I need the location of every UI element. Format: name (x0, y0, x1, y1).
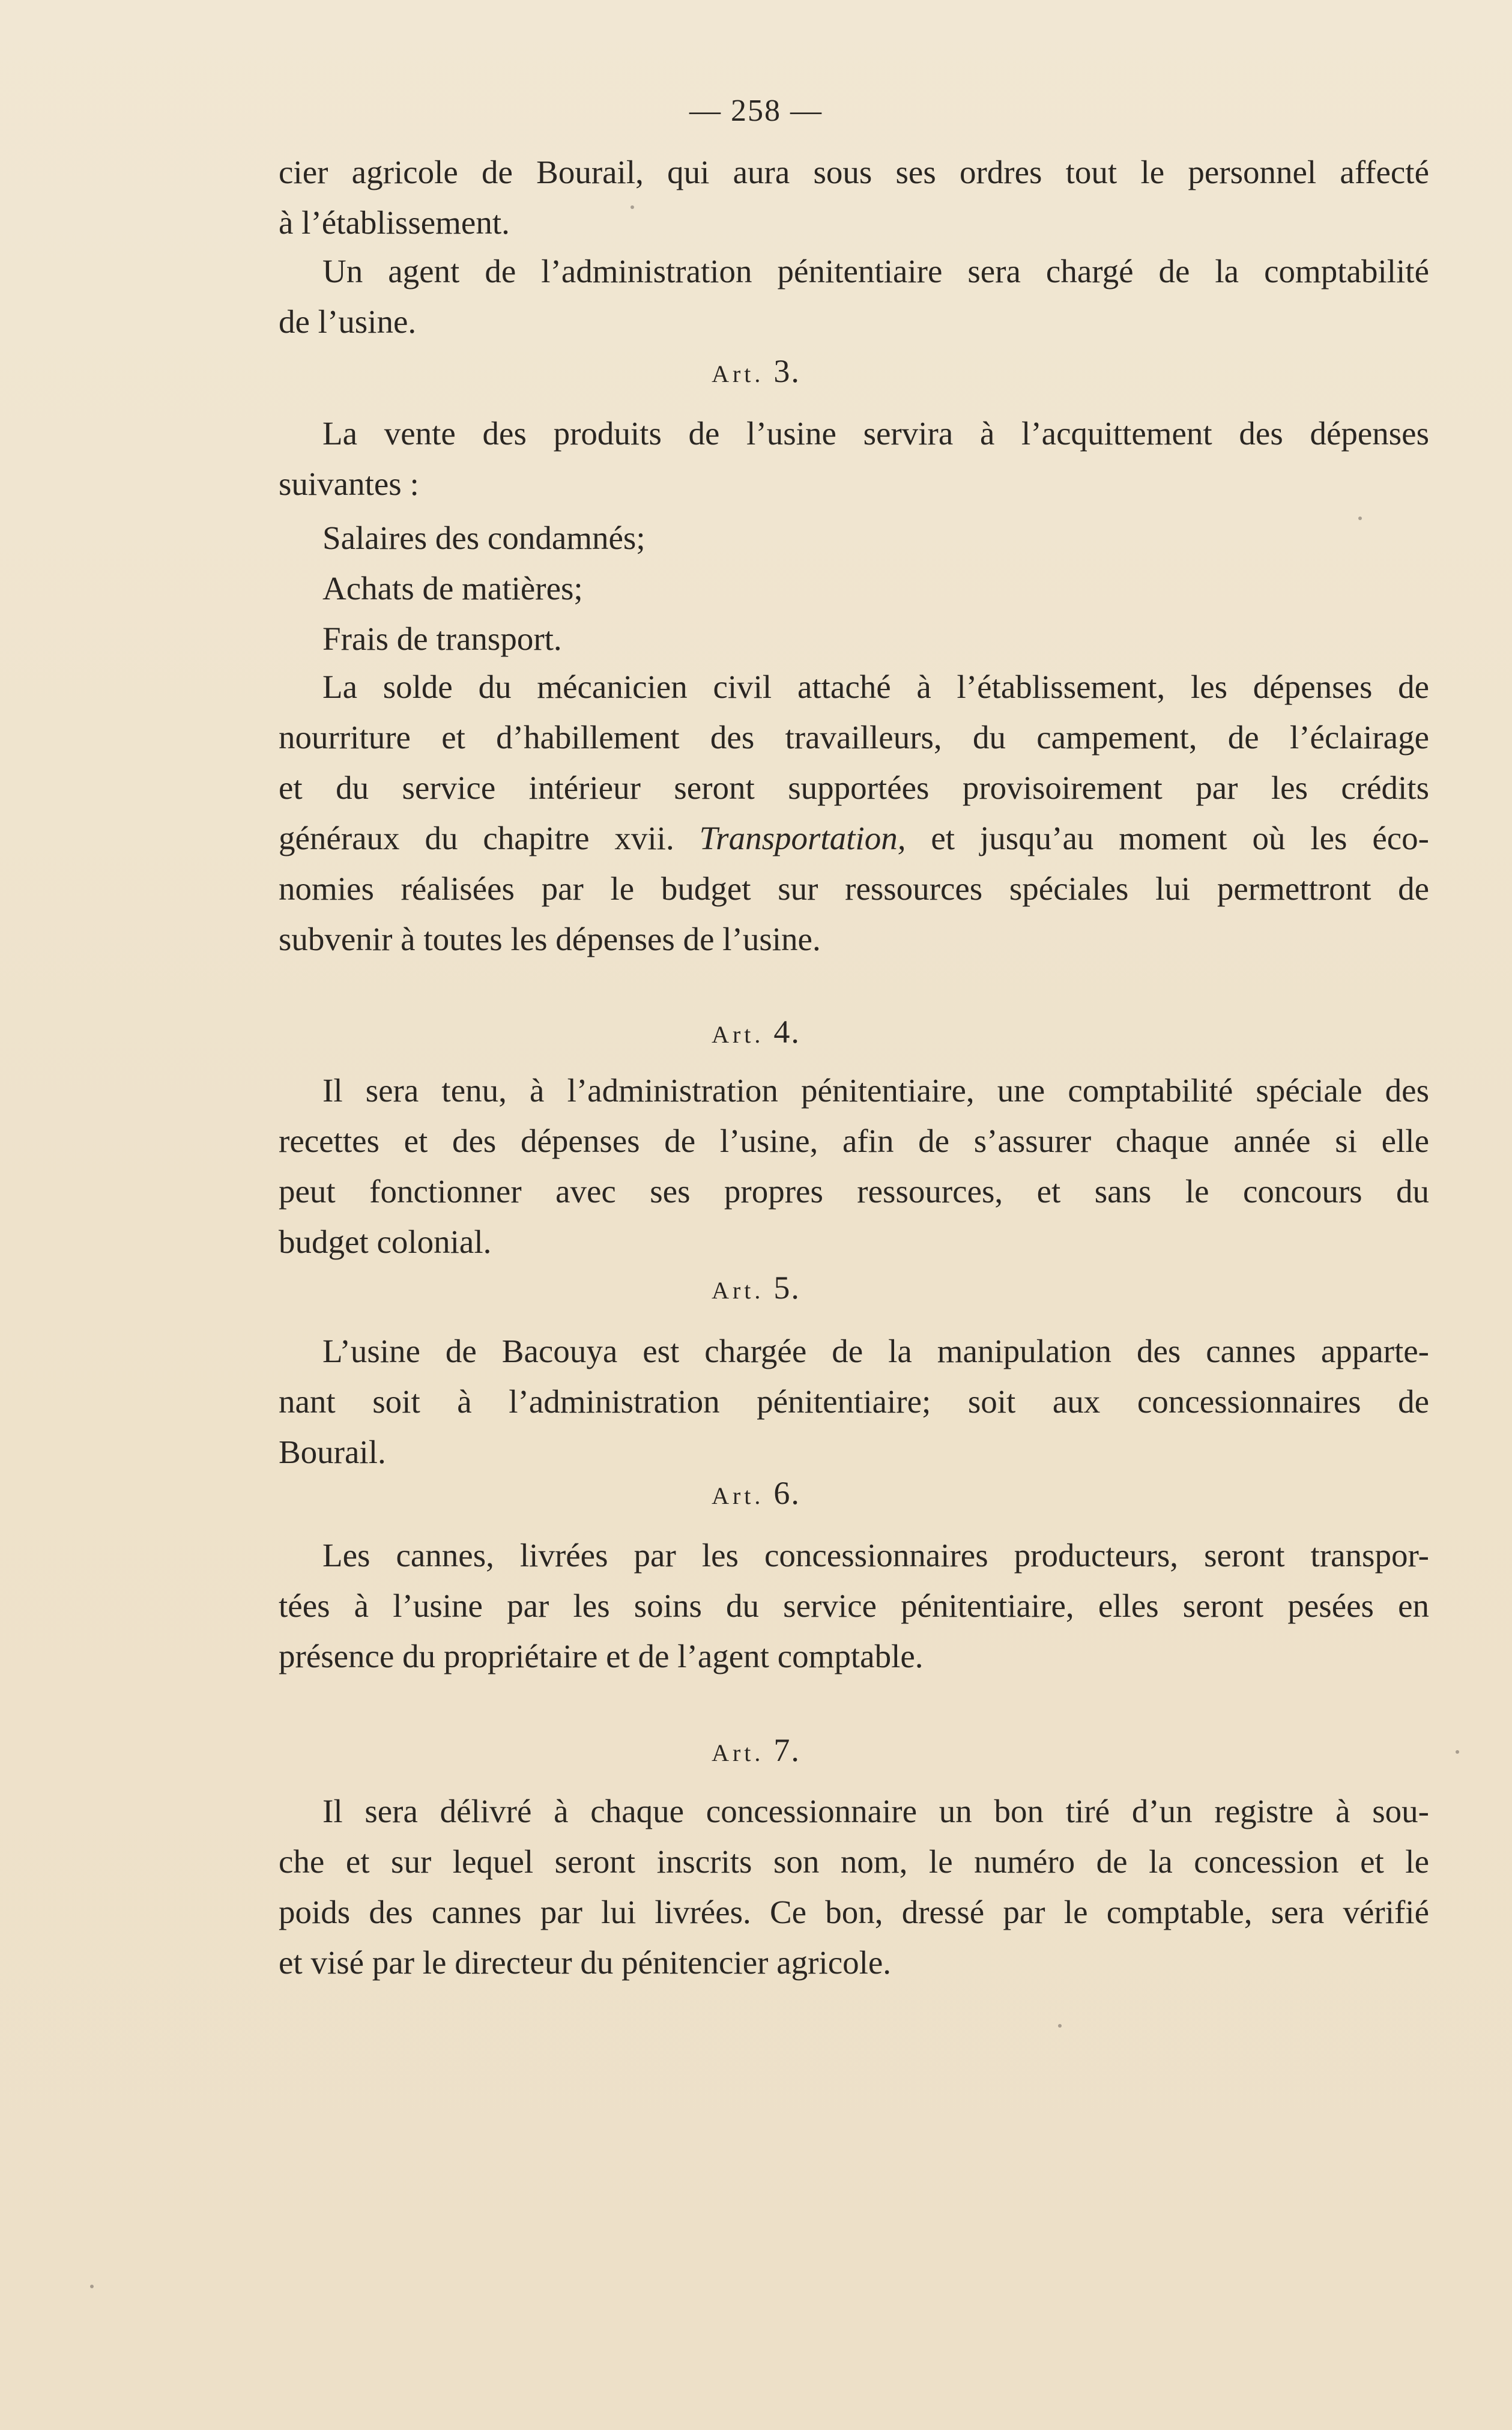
paragraph-sales (279, 408, 1429, 509)
article-number: 4. (773, 1014, 800, 1050)
text-line: Un agent de l’administration pénitentiaire sera chargé de la comptabilité (322, 253, 1429, 289)
article-heading-6 (0, 1469, 1512, 1520)
paragraph-receipt-voucher (279, 1786, 1429, 1988)
paragraph-continuation (279, 147, 1429, 248)
text-line: présence du propriétaire et de l’agent comptable. (279, 1638, 924, 1674)
paper-speck (1358, 517, 1362, 520)
text-line: cier agricole de Bourail, qui aura sous ses ordres tout le personnel affecté (279, 154, 1429, 190)
paragraph-mechanic-salary (279, 662, 1429, 965)
text-line: Les cannes, livrées par les concessionnaires producteurs, seront transpor- (322, 1537, 1429, 1574)
text-line: de l’usine. (279, 303, 417, 340)
text-line: nant soit à l’administration pénitentiaire; soit aux concessionnaires de (279, 1383, 1429, 1420)
paper-speck (90, 2285, 94, 2288)
article-heading-5 (0, 1264, 1512, 1315)
text-segment: généraux du chapitre xvii. (279, 820, 674, 856)
text-line: à l’établissement. (279, 204, 510, 241)
text-line: suivantes : (279, 465, 419, 502)
text-line: che et sur lequel seront inscrits son nom, le numéro de la concession et le (279, 1843, 1429, 1880)
article-heading-3 (0, 347, 1512, 398)
text-line: L’usine de Bacouya est chargée de la manipulation des cannes apparte- (322, 1333, 1429, 1369)
article-number: 5. (773, 1270, 800, 1306)
article-label: Art. (712, 1021, 764, 1048)
page-number: — 258 — (689, 94, 823, 128)
text-line: tées à l’usine par les soins du service pénitentiaire, elles seront pesées en (279, 1587, 1429, 1624)
article-label: Art. (712, 1482, 764, 1509)
paper-speck (631, 205, 634, 209)
article-label: Art. (712, 1277, 764, 1304)
text-line: Il sera délivré à chaque concessionnaire un bon tiré d’un registre à sou- (322, 1793, 1429, 1829)
text-line: Bourail. (279, 1434, 386, 1470)
article-heading-7 (0, 1726, 1512, 1777)
text-line: La solde du mécanicien civil attaché à l’établissement, les dépenses de (322, 668, 1429, 705)
text-line: subvenir à toutes les dépenses de l’usine. (279, 921, 821, 957)
text-line: Il sera tenu, à l’administration pénitentiaire, une comptabilité spéciale des (322, 1072, 1429, 1109)
paper-speck (1058, 2024, 1062, 2028)
text-line: budget colonial. (279, 1223, 492, 1260)
text-line (279, 813, 1429, 864)
paragraph-cane-delivery (279, 1530, 1429, 1682)
text-line: nourriture et d’habillement des travailleurs, du campement, de l’éclairage (279, 719, 1429, 756)
list-item: Frais de transport. (322, 620, 562, 657)
text-segment: et jusqu’au moment où les éco- (931, 820, 1429, 856)
article-label: Art. (712, 360, 764, 387)
article-heading-4 (0, 1008, 1512, 1059)
article-number: 7. (773, 1732, 800, 1768)
paragraph-special-accounting (279, 1065, 1429, 1267)
expense-list (279, 513, 1429, 664)
article-label: Art. (712, 1739, 764, 1766)
italic-chapter-title: Transportation, (699, 820, 906, 856)
text-line: peut fonctionner avec ses propres ressources, et sans le concours du (279, 1173, 1429, 1210)
text-line: recettes et des dépenses de l’usine, afin de s’assurer chaque année si elle (279, 1123, 1429, 1159)
paper-speck (1456, 1750, 1459, 1754)
list-item: Achats de matières; (322, 570, 583, 607)
article-number: 6. (773, 1475, 800, 1511)
paragraph-bacouya-factory (279, 1326, 1429, 1477)
paragraph-accounting-agent (279, 246, 1429, 347)
list-item: Salaires des condamnés; (322, 520, 646, 556)
text-line: et visé par le directeur du pénitencier agricole. (279, 1944, 892, 1981)
text-line: poids des cannes par lui livrées. Ce bon, dressé par le comptable, sera vérifié (279, 1894, 1429, 1930)
article-number: 3. (773, 353, 800, 389)
text-line: et du service intérieur seront supportées provisoirement par les crédits (279, 769, 1429, 806)
text-line: La vente des produits de l’usine servira à l’acquittement des dépenses (322, 415, 1429, 452)
text-line: nomies réalisées par le budget sur ressources spéciales lui permettront de (279, 870, 1429, 907)
